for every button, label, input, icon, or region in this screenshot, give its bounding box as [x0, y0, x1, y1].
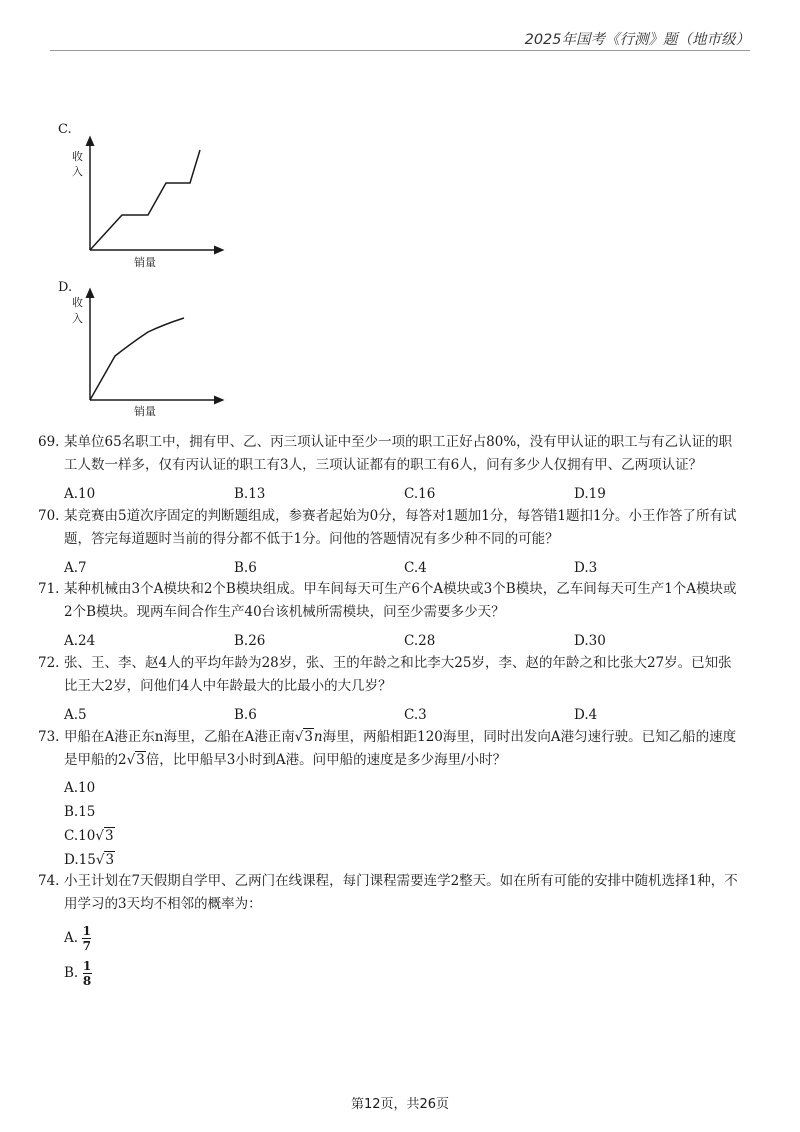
option-letter: C.: [64, 828, 79, 844]
numerator: 1: [82, 924, 92, 938]
radicand: 3: [304, 729, 313, 745]
coefficient: 10: [78, 828, 96, 844]
question-number: 69.: [38, 434, 60, 450]
option-row: [64, 483, 744, 506]
option-d: D.4: [574, 707, 598, 723]
question-number: 72.: [38, 655, 60, 671]
radicand: 3: [104, 828, 114, 844]
question-71: [38, 578, 744, 653]
coefficient: 15: [78, 852, 96, 868]
question-number: 74.: [38, 873, 60, 889]
question-74: [38, 870, 744, 988]
option-a: A.10: [64, 780, 96, 796]
denominator: 7: [82, 939, 92, 953]
option-row: [64, 704, 744, 727]
option-letter: B.: [64, 965, 79, 981]
option-a: A.5: [64, 707, 87, 723]
option-c: C.16: [404, 486, 436, 502]
denominator: 8: [82, 974, 92, 988]
question-text-1: 甲船在A港正东n海里，乙船在A港正南: [64, 729, 295, 745]
question-69: [38, 431, 744, 506]
option-d: D.30: [574, 633, 606, 649]
option-c: C.10√3: [64, 828, 114, 844]
option-d-label: D.: [58, 280, 73, 295]
option-b: B.26: [234, 633, 266, 649]
question-73: 73. 甲船在A港正东n海里，乙船在A港正南√3n海里，两船相距120海里，同时出发向A港匀速行驶。已知乙船的速度是甲船的2√3倍，比甲船早3小时到A港。问甲船的速度是多少海里/小时？ A.10 B.15 C.10√3 D.15√3: [64, 726, 744, 870]
figure-d-graph: [60, 282, 240, 422]
option-b: B.15: [64, 804, 96, 820]
y-label-1: 收: [72, 150, 83, 163]
page-header: 2025年国考《行测》题（地市级）: [524, 32, 750, 48]
option-c: C.4: [404, 560, 427, 576]
y-label-2: 入: [72, 312, 83, 325]
figure-c-graph: [60, 130, 240, 270]
question-text: 张、王、李、赵4人的平均年龄为28岁，张、王的年龄之和比李大25岁，李、赵的年龄之和比张大27岁。已知张比王大2岁，问他们4人中年龄最大的比最小的大几岁？: [64, 655, 732, 694]
variable-n: n: [313, 729, 323, 745]
numerator: 1: [82, 959, 92, 973]
question-number: 73.: [38, 729, 60, 745]
question-number: 71.: [38, 581, 60, 597]
option-a: A.24: [64, 633, 96, 649]
option-b: [64, 959, 744, 988]
fraction: [83, 959, 92, 988]
radicand: 3: [105, 852, 115, 868]
question-number: 70.: [38, 508, 60, 524]
header-rule: [50, 50, 750, 51]
option-letter: A.: [64, 930, 79, 946]
option-a: A.7: [64, 560, 87, 576]
question-text: 某种机械由3个A模块和2个B模块组成。甲车间每天可生产6个A模块或3个B模块，乙车间每天可生产1个A模块或2个B模块。现两车间合作生产40台该机械所需模块，问至少需要多少天？: [64, 581, 737, 620]
curve-d: [90, 318, 184, 400]
option-row: [64, 630, 744, 653]
question-70: [38, 505, 744, 580]
question-text: 某单位65名职工中，拥有甲、乙、丙三项认证中至少一项的职工正好占80%，没有甲认证的职工与有乙认证的职工人数一样多，仅有丙认证的职工有3人，三项认证都有的职工有6人，问有多少人仅拥有甲、乙两项认证？: [64, 434, 733, 473]
option-c-label: C.: [58, 122, 72, 137]
option-d: D.15√3: [64, 852, 115, 868]
x-label: 销量: [134, 256, 156, 269]
y-label-2: 入: [72, 165, 83, 178]
question-text-3: 倍，比甲船早3小时到A港。问甲船的速度是多少海里/小时？: [145, 752, 507, 768]
option-c: C.3: [404, 707, 427, 723]
option-a: [64, 924, 744, 953]
question-72: [38, 652, 744, 727]
option-letter: D.: [64, 852, 79, 868]
x-label: 销量: [134, 405, 156, 418]
option-b: B.13: [234, 486, 266, 502]
question-text: 某竞赛由5道次序固定的判断题组成，参赛者起始为0分，每答对1题加1分，每答错1题扣1分。小王作答了所有试题，答完每道题时当前的得分都不低于1分。问他的答题情况有多少种不同的可能？: [64, 508, 737, 547]
radicand: 3: [136, 752, 145, 768]
y-label-1: 收: [72, 296, 83, 309]
option-b: B.6: [234, 560, 257, 576]
option-b: B.6: [234, 707, 257, 723]
option-a: A.10: [64, 486, 96, 502]
option-d: D.3: [574, 560, 598, 576]
question-text-2: 海里，两船相距120海里，同时出发向A港匀速行驶。已知乙船的速度是甲船的2: [64, 729, 737, 768]
option-c: C.28: [404, 633, 436, 649]
question-text: 小王计划在7天假期自学甲、乙两门在线课程，每门课程需要连学2整天。如在所有可能的安排中随机选择1种，不用学习的3天均不相邻的概率为：: [64, 873, 738, 912]
curve-c: [90, 150, 200, 250]
option-row: [64, 557, 744, 580]
fraction: [82, 924, 91, 953]
option-d: D.19: [574, 486, 606, 502]
page-footer: 第12页，共26页: [350, 1097, 450, 1112]
